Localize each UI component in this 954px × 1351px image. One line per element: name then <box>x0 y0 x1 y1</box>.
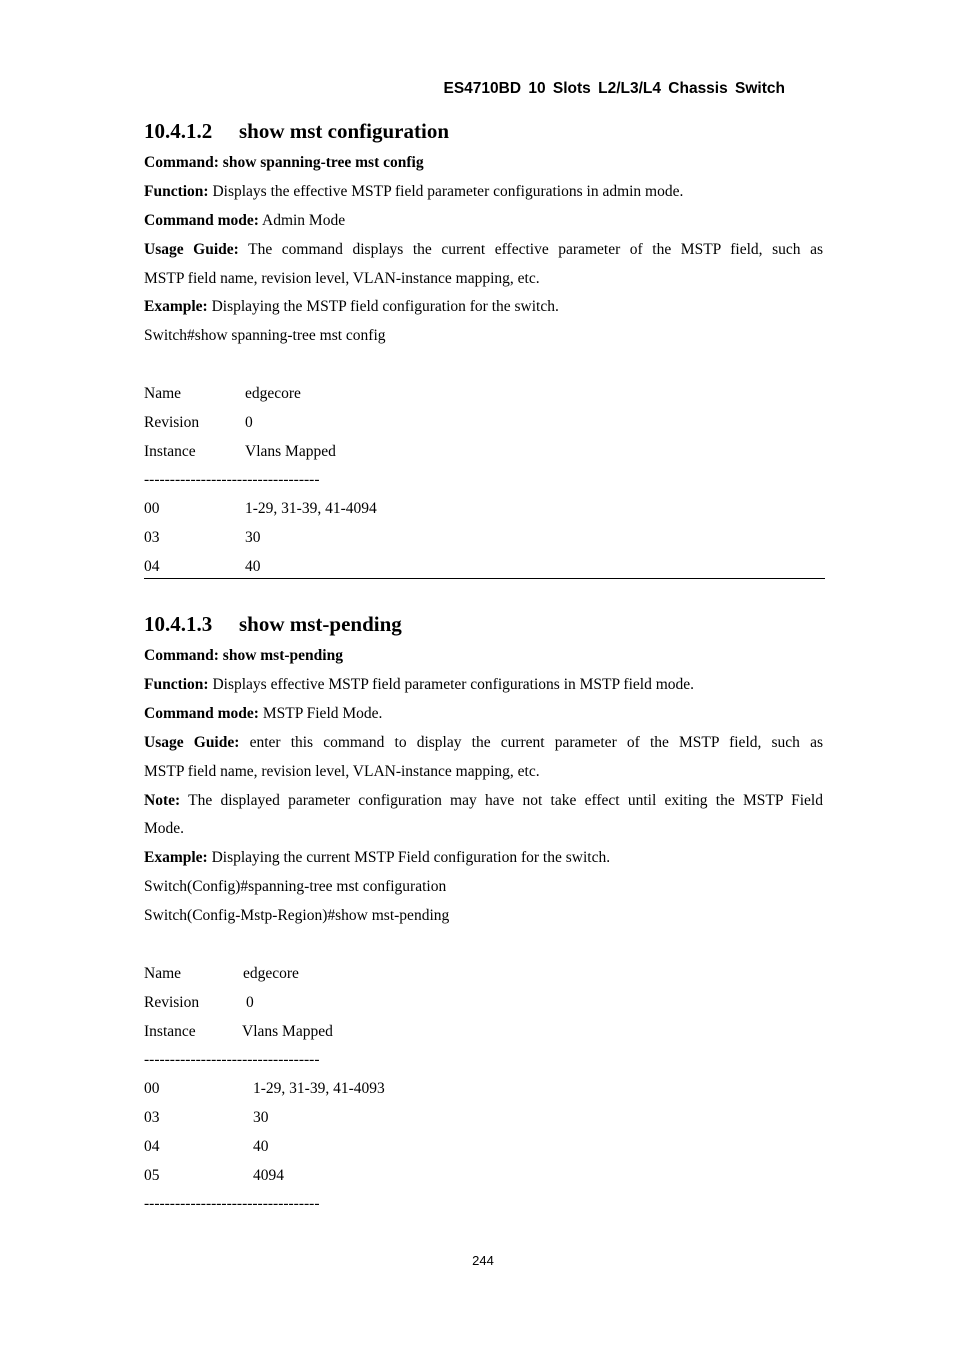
output-separator: ---------------------------------- <box>144 1051 320 1068</box>
command-line <box>144 153 823 173</box>
page-header-title: ES4710BD 10 Slots L2/L3/L4 Chassis Switch <box>443 80 785 97</box>
example-label: Example: <box>144 849 208 866</box>
function-label: Function: <box>144 676 209 693</box>
output-name-value: edgecore <box>243 965 299 982</box>
table-row <box>144 557 261 577</box>
section-heading-show-mst-configuration <box>144 119 449 144</box>
vlans-mapped: 40 <box>245 558 261 575</box>
usage-guide-line-2: MSTP field name, revision level, VLAN-instance mapping, etc. <box>144 270 540 287</box>
output-vlans-mapped-label: Vlans Mapped <box>242 1023 333 1040</box>
example-label: Example: <box>144 298 208 315</box>
output-name-label: Name <box>144 385 182 402</box>
function-label: Function: <box>144 183 209 200</box>
table-row <box>144 1137 269 1157</box>
section-heading-show-mst-pending <box>144 612 402 637</box>
output-revision-row <box>144 993 254 1013</box>
page-number: 244 <box>472 1253 494 1268</box>
vlans-mapped: 30 <box>253 1109 269 1126</box>
usage-guide-line-1 <box>144 733 823 753</box>
output-instance-label: Instance <box>144 1023 196 1040</box>
usage-guide-label: Usage Guide: <box>144 241 239 258</box>
function-text: Displays effective MSTP field parameter configurations in MSTP field mode. <box>212 676 695 693</box>
usage-guide-text: The command displays the current effective parameter of the MSTP field, such as <box>248 241 823 258</box>
output-revision-value: 0 <box>246 994 254 1011</box>
output-name-value: edgecore <box>245 385 301 402</box>
output-box-bottom-rule <box>144 578 825 579</box>
vlans-mapped: 1-29, 31-39, 41-4093 <box>253 1080 385 1097</box>
output-instance-label: Instance <box>144 443 196 460</box>
usage-guide-text: enter this command to display the current parameter of the MSTP field, such as <box>249 734 823 751</box>
command-label: Command: <box>144 154 219 171</box>
command-text: show spanning-tree mst config <box>222 154 424 171</box>
command-label: Command: <box>144 647 219 664</box>
instance-id: 03 <box>144 1109 160 1126</box>
output-name-row <box>144 964 299 984</box>
example-text: Displaying the current MSTP Field configuration for the switch. <box>211 849 611 866</box>
output-separator: ---------------------------------- <box>144 471 320 488</box>
function-line <box>144 675 823 695</box>
instance-id: 04 <box>144 558 160 575</box>
output-revision-row <box>144 413 253 433</box>
output-name-label: Name <box>144 965 182 982</box>
section-number: 10.4.1.3 <box>144 612 213 636</box>
usage-guide-line-2: MSTP field name, revision level, VLAN-instance mapping, etc. <box>144 763 540 780</box>
instance-id: 03 <box>144 529 160 546</box>
command-mode-line <box>144 211 823 231</box>
example-line <box>144 297 823 317</box>
output-revision-label: Revision <box>144 994 200 1011</box>
cli-command: Switch(Config)#spanning-tree mst configuration <box>144 878 447 895</box>
output-instance-header-row <box>144 442 336 462</box>
instance-id: 00 <box>144 1080 160 1097</box>
output-separator-end: ---------------------------------- <box>144 1195 320 1212</box>
section-number: 10.4.1.2 <box>144 119 213 143</box>
command-text: show mst-pending <box>222 647 343 664</box>
note-text: The displayed parameter configuration may have not take effect until exiting the MSTP Field <box>188 792 823 809</box>
command-mode-line <box>144 704 823 724</box>
vlans-mapped: 4094 <box>253 1167 284 1184</box>
example-line <box>144 848 823 868</box>
table-row <box>144 1166 284 1186</box>
command-mode-label: Command mode: <box>144 705 259 722</box>
instance-id: 05 <box>144 1167 160 1184</box>
output-revision-label: Revision <box>144 414 200 431</box>
command-line <box>144 646 823 666</box>
usage-guide-line-1 <box>144 240 823 260</box>
table-row <box>144 1108 269 1128</box>
section-title: show mst-pending <box>239 612 402 636</box>
table-row <box>144 1079 385 1099</box>
usage-guide-label: Usage Guide: <box>144 734 240 751</box>
vlans-mapped: 30 <box>245 529 261 546</box>
instance-id: 04 <box>144 1138 160 1155</box>
table-row <box>144 528 261 548</box>
command-mode-text: Admin Mode <box>262 212 346 229</box>
cli-command: Switch#show spanning-tree mst config <box>144 327 386 344</box>
vlans-mapped: 1-29, 31-39, 41-4094 <box>245 500 377 517</box>
output-revision-value: 0 <box>245 414 253 431</box>
vlans-mapped: 40 <box>253 1138 269 1155</box>
output-vlans-mapped-label: Vlans Mapped <box>245 443 336 460</box>
command-mode-label: Command mode: <box>144 212 259 229</box>
cli-command: Switch(Config-Mstp-Region)#show mst-pending <box>144 907 450 924</box>
note-line-2: Mode. <box>144 820 185 837</box>
note-label: Note: <box>144 792 181 809</box>
output-name-row <box>144 384 301 404</box>
function-text: Displays the effective MSTP field parameter configurations in admin mode. <box>212 183 684 200</box>
table-row <box>144 499 377 519</box>
output-instance-header-row <box>144 1022 333 1042</box>
example-text: Displaying the MSTP field configuration for the switch. <box>211 298 559 315</box>
command-mode-text: MSTP Field Mode. <box>262 705 383 722</box>
instance-id: 00 <box>144 500 160 517</box>
section-title: show mst configuration <box>239 119 450 143</box>
function-line <box>144 182 823 202</box>
note-line-1 <box>144 791 823 811</box>
